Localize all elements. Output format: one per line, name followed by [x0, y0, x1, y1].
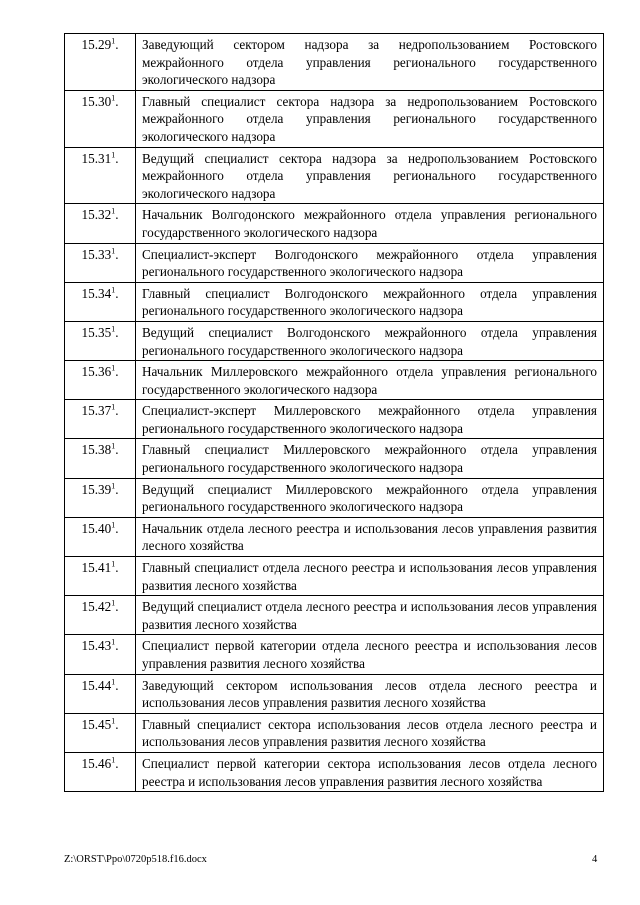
- row-number-superscript: 1: [111, 481, 116, 491]
- row-number-main: 15.39: [81, 481, 112, 497]
- row-number-suffix: .: [115, 755, 119, 771]
- position-title: Специалист-эксперт Волгодонского межрайонного отдела управления регионального государственного экологического надзора: [136, 243, 604, 282]
- row-number-suffix: .: [115, 246, 119, 262]
- position-title: Главный специалист отдела лесного реестра и использования лесов управления развития лесного хозяйства: [136, 557, 604, 596]
- table-row: [65, 478, 604, 517]
- row-number: [65, 282, 136, 321]
- table-row: [65, 243, 604, 282]
- table-row: [65, 400, 604, 439]
- row-number-superscript: 1: [111, 246, 116, 256]
- row-number-suffix: .: [115, 93, 119, 109]
- row-number: [65, 674, 136, 713]
- position-title: Главный специалист сектора надзора за недропользованием Ростовского межрайонного отдела управления регионального государственного экологического надзора: [136, 90, 604, 147]
- row-number-suffix: .: [115, 520, 119, 536]
- row-number-superscript: 1: [111, 324, 116, 334]
- table-row: [65, 635, 604, 674]
- position-title: Главный специалист сектора использования лесов отдела лесного реестра и использования лесов управления развития лесного хозяйства: [136, 713, 604, 752]
- row-number-main: 15.29: [81, 37, 112, 52]
- row-number-superscript: 1: [111, 442, 116, 452]
- positions-table-body: [65, 34, 604, 792]
- row-number: [65, 517, 136, 556]
- row-number-main: 15.37: [81, 403, 112, 419]
- row-number-suffix: .: [115, 285, 119, 301]
- row-number-superscript: 1: [111, 559, 116, 569]
- row-number-suffix: .: [115, 442, 119, 458]
- row-number-main: 15.38: [81, 442, 112, 458]
- row-number: [65, 557, 136, 596]
- row-number-superscript: 1: [111, 93, 116, 103]
- row-number: [65, 147, 136, 204]
- row-number-suffix: .: [115, 599, 119, 615]
- position-title: Ведущий специалист сектора надзора за недропользованием Ростовского межрайонного отдела управления регионального государственного экологического надзора: [136, 147, 604, 204]
- row-number-superscript: 1: [111, 150, 116, 160]
- row-number: [65, 400, 136, 439]
- row-number: [65, 713, 136, 752]
- footer-page-number: 4: [592, 854, 598, 865]
- table-row: [65, 557, 604, 596]
- row-number: [65, 635, 136, 674]
- row-number-main: 15.36: [81, 364, 112, 380]
- row-number-superscript: 1: [111, 402, 116, 412]
- row-number-suffix: .: [115, 638, 119, 654]
- position-title: Заведующий сектором надзора за недропользованием Ростовского межрайонного отдела управления регионального государственного экологического надзора: [136, 34, 604, 91]
- table-row: [65, 439, 604, 478]
- row-number-main: 15.44: [81, 677, 112, 693]
- row-number-suffix: .: [115, 403, 119, 419]
- position-title: Специалист первой категории сектора использования лесов отдела лесного реестра и использования лесов управления развития лесного хозяйства: [136, 752, 604, 791]
- row-number-suffix: .: [115, 560, 119, 576]
- table-row: [65, 713, 604, 752]
- position-title: Главный специалист Миллеровского межрайонного отдела управления регионального государственного экологического надзора: [136, 439, 604, 478]
- table-row: [65, 282, 604, 321]
- row-number: [65, 439, 136, 478]
- table-row: [65, 34, 604, 91]
- row-number-main: 15.33: [81, 246, 112, 262]
- table-row: [65, 204, 604, 243]
- row-number-main: 15.35: [81, 324, 112, 340]
- position-title: Ведущий специалист Миллеровского межрайонного отдела управления регионального государственного экологического надзора: [136, 478, 604, 517]
- row-number-superscript: 1: [111, 755, 116, 765]
- row-number-superscript: 1: [111, 716, 116, 726]
- row-number-main: 15.40: [81, 520, 112, 536]
- position-title: Специалист первой категории отдела лесного реестра и использования лесов управления развития лесного хозяйства: [136, 635, 604, 674]
- position-title: Начальник Волгодонского межрайонного отдела управления регионального государственного экологического надзора: [136, 204, 604, 243]
- position-title: Начальник отдела лесного реестра и использования лесов управления развития лесного хозяйства: [136, 517, 604, 556]
- row-number-superscript: 1: [111, 520, 116, 530]
- row-number-main: 15.45: [81, 716, 112, 732]
- row-number-main: 15.30: [81, 93, 112, 109]
- row-number-main: 15.31: [81, 150, 112, 166]
- table-row: [65, 147, 604, 204]
- row-number: [65, 361, 136, 400]
- row-number-main: 15.41: [81, 560, 112, 576]
- row-number: [65, 478, 136, 517]
- position-title: Главный специалист Волгодонского межрайонного отдела управления регионального государственного экологического надзора: [136, 282, 604, 321]
- row-number: [65, 596, 136, 635]
- position-title: Начальник Миллеровского межрайонного отдела управления регионального государственного экологического надзора: [136, 361, 604, 400]
- table-row: [65, 752, 604, 791]
- row-number-main: 15.34: [81, 285, 112, 301]
- position-title: Ведущий специалист Волгодонского межрайонного отдела управления регионального государственного экологического надзора: [136, 321, 604, 360]
- table-row: [65, 321, 604, 360]
- row-number-superscript: 1: [111, 36, 116, 46]
- table-row: [65, 596, 604, 635]
- row-number-main: 15.46: [81, 755, 112, 771]
- row-number-superscript: 1: [111, 285, 116, 295]
- row-number-superscript: 1: [111, 363, 116, 373]
- position-title: Заведующий сектором использования лесов отдела лесного реестра и использования лесов управления развития лесного хозяйства: [136, 674, 604, 713]
- row-number-main: 15.43: [81, 638, 112, 654]
- row-number-suffix: .: [115, 150, 119, 166]
- row-number-suffix: .: [115, 716, 119, 732]
- positions-table: [64, 33, 604, 792]
- row-number-suffix: .: [115, 324, 119, 340]
- row-number: [65, 243, 136, 282]
- table-row: [65, 517, 604, 556]
- row-number-superscript: 1: [111, 677, 116, 687]
- row-number: [65, 752, 136, 791]
- row-number-superscript: 1: [111, 638, 116, 648]
- row-number: [65, 34, 136, 91]
- row-number: [65, 204, 136, 243]
- table-row: [65, 90, 604, 147]
- row-number-main: 15.32: [81, 207, 112, 223]
- position-title: Специалист-эксперт Миллеровского межрайонного отдела управления регионального государственного экологического надзора: [136, 400, 604, 439]
- row-number-suffix: .: [115, 364, 119, 380]
- table-row: [65, 674, 604, 713]
- table-row: [65, 361, 604, 400]
- row-number-superscript: 1: [111, 206, 116, 216]
- row-number-superscript: 1: [111, 598, 116, 608]
- row-number-suffix: .: [115, 677, 119, 693]
- row-number-suffix: .: [115, 481, 119, 497]
- row-number: [65, 90, 136, 147]
- row-number-suffix: .: [115, 37, 119, 52]
- row-number-main: 15.42: [81, 599, 112, 615]
- footer-file-path: Z:\ORST\Ppo\0720p518.f16.docx: [64, 854, 207, 865]
- position-title: Ведущий специалист отдела лесного реестра и использования лесов управления развития лесного хозяйства: [136, 596, 604, 635]
- row-number-suffix: .: [115, 207, 119, 223]
- row-number: [65, 321, 136, 360]
